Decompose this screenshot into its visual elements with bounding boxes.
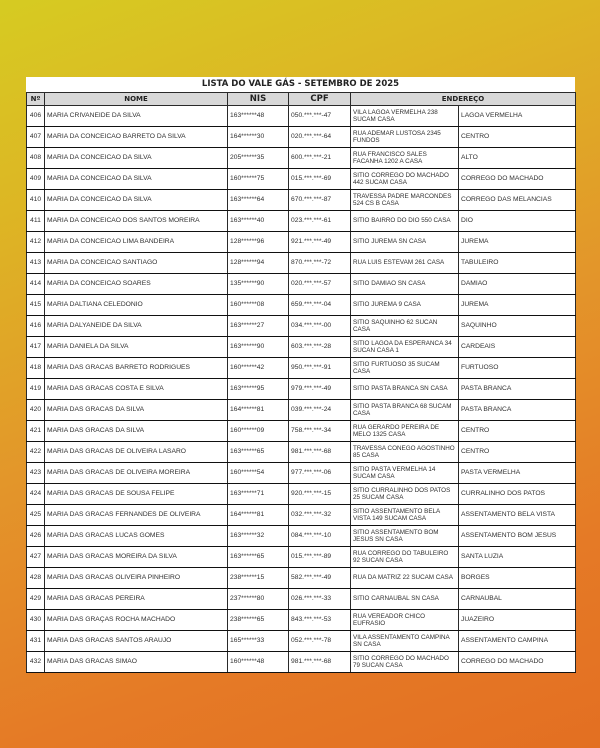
row-locality: CARDEAIS xyxy=(459,337,576,358)
row-address: RUA ADEMAR LUSTOSA 2345 FUNDOS xyxy=(351,127,459,148)
row-address: VILA ASSENTAMENTO CAMPINA SN CASA xyxy=(351,631,459,652)
row-number: 428 xyxy=(27,568,45,589)
row-nis: 238******15 xyxy=(228,568,289,589)
row-cpf: 981.***.***-68 xyxy=(289,442,351,463)
row-name: MARIA DAS GRACAS PEREIRA xyxy=(45,589,228,610)
row-locality: CORREGO DAS MELANCIAS xyxy=(459,190,576,211)
row-nis: 163******40 xyxy=(228,211,289,232)
table-row xyxy=(27,652,576,673)
table-row xyxy=(27,400,576,421)
row-number: 409 xyxy=(27,169,45,190)
row-locality: LAGOA VERMELHA xyxy=(459,106,576,127)
row-cpf: 084.***.***-10 xyxy=(289,526,351,547)
table-row xyxy=(27,337,576,358)
row-address: SITIO CARNAUBAL SN CASA xyxy=(351,589,459,610)
table-row xyxy=(27,190,576,211)
table-row xyxy=(27,421,576,442)
row-nis: 160******75 xyxy=(228,169,289,190)
row-nis: 163******27 xyxy=(228,316,289,337)
row-address: RUA GERARDO PEREIRA DE MELO 1325 CASA xyxy=(351,421,459,442)
row-name: MARIA DAS GRACAS DA SILVA xyxy=(45,400,228,421)
table-row xyxy=(27,169,576,190)
row-cpf: 015.***.***-69 xyxy=(289,169,351,190)
list-title: LISTA DO VALE GÁS - SETEMBRO DE 2025 xyxy=(201,79,400,89)
row-nis: 128******96 xyxy=(228,232,289,253)
row-number: 415 xyxy=(27,295,45,316)
row-number: 418 xyxy=(27,358,45,379)
table-row xyxy=(27,484,576,505)
row-number: 419 xyxy=(27,379,45,400)
row-name: MARIA DAS GRACAS DE OLIVEIRA LASARO xyxy=(45,442,228,463)
table-row xyxy=(27,232,576,253)
row-name: MARIA DA CONCEICAO DA SILVA xyxy=(45,169,228,190)
row-cpf: 950.***.***-91 xyxy=(289,358,351,379)
row-address: SITIO ASSENTAMENTO BOM JESUS SN CASA xyxy=(351,526,459,547)
row-cpf: 582.***.***-49 xyxy=(289,568,351,589)
row-nis: 163******64 xyxy=(228,190,289,211)
row-nis: 160******09 xyxy=(228,421,289,442)
row-cpf: 032.***.***-32 xyxy=(289,505,351,526)
row-nis: 135******90 xyxy=(228,274,289,295)
table-row xyxy=(27,442,576,463)
row-name: MARIA DAS GRACAS DA SILVA xyxy=(45,421,228,442)
row-nis: 160******08 xyxy=(228,295,289,316)
row-address: RUA CORREGO DO TABULEIRO 92 SUCAN CASA xyxy=(351,547,459,568)
row-name: MARIA DAS GRACAS DE SOUSA FELIPE xyxy=(45,484,228,505)
row-name: MARIA DA CONCEICAO LIMA BANDEIRA xyxy=(45,232,228,253)
row-locality: DAMIAO xyxy=(459,274,576,295)
row-address: RUA FRANCISCO SALES FACANHA 1202 A CASA xyxy=(351,148,459,169)
row-address: SITIO PASTA VERMELHA 14 SUCAM CASA xyxy=(351,463,459,484)
row-locality: ASSENTAMENTO BOM JESUS xyxy=(459,526,576,547)
row-locality: BORGES xyxy=(459,568,576,589)
row-number: 427 xyxy=(27,547,45,568)
row-locality: CENTRO xyxy=(459,421,576,442)
row-number: 424 xyxy=(27,484,45,505)
row-address: VILA LAGOA VERMELHA 238 SUCAM CASA xyxy=(351,106,459,127)
row-address: SITIO DAMIAO SN CASA xyxy=(351,274,459,295)
row-nis: 160******42 xyxy=(228,358,289,379)
row-nis: 205******35 xyxy=(228,148,289,169)
row-nis: 165******33 xyxy=(228,631,289,652)
row-nis: 163******71 xyxy=(228,484,289,505)
row-address: RUA VEREADOR CHICO EUFRASIO xyxy=(351,610,459,631)
row-cpf: 979.***.***-49 xyxy=(289,379,351,400)
row-number: 416 xyxy=(27,316,45,337)
row-name: MARIA DAS GRACAS FERNANDES DE OLIVEIRA xyxy=(45,505,228,526)
row-locality: ALTO xyxy=(459,148,576,169)
row-nis: 163******32 xyxy=(228,526,289,547)
row-address: RUA DA MATRIZ 22 SUCAM CASA xyxy=(351,568,459,589)
row-address: SITIO BAIRRO DO DIO 550 CASA xyxy=(351,211,459,232)
row-address: SITIO CORREGO DO MACHADO 79 SUCAN CASA xyxy=(351,652,459,673)
row-number: 412 xyxy=(27,232,45,253)
row-number: 431 xyxy=(27,631,45,652)
row-cpf: 659.***.***-04 xyxy=(289,295,351,316)
row-cpf: 023.***.***-61 xyxy=(289,211,351,232)
row-name: MARIA DAS GRACAS SANTOS ARAUJO xyxy=(45,631,228,652)
row-locality: ASSENTAMENTO CAMPINA xyxy=(459,631,576,652)
row-locality: CENTRO xyxy=(459,442,576,463)
row-cpf: 977.***.***-06 xyxy=(289,463,351,484)
row-name: MARIA DALTIANA CELEDONIO xyxy=(45,295,228,316)
vale-gas-list-sheet xyxy=(26,77,575,673)
row-address: TRAVESSA CONEGO AGOSTINHO 85 CASA xyxy=(351,442,459,463)
row-nis: 238******65 xyxy=(228,610,289,631)
header-nis: NIS xyxy=(228,93,289,106)
row-locality: CENTRO xyxy=(459,127,576,148)
header-num: Nº xyxy=(27,93,45,106)
row-locality: JUAZEIRO xyxy=(459,610,576,631)
row-locality: PASTA BRANCA xyxy=(459,379,576,400)
row-address: SITIO LAGOA DA ESPERANCA 34 SUCAN CASA 1 xyxy=(351,337,459,358)
row-address: SITIO PASTA BRANCA 68 SUCAM CASA xyxy=(351,400,459,421)
row-address: SITIO FURTUOSO 35 SUCAM CASA xyxy=(351,358,459,379)
row-address: SITIO SAQUINHO 62 SUCAN CASA xyxy=(351,316,459,337)
row-locality: PASTA VERMELHA xyxy=(459,463,576,484)
header-endereco: ENDEREÇO xyxy=(351,93,576,106)
row-nis: 163******90 xyxy=(228,337,289,358)
row-locality: CURRALINHO DOS PATOS xyxy=(459,484,576,505)
row-nis: 160******54 xyxy=(228,463,289,484)
row-cpf: 015.***.***-89 xyxy=(289,547,351,568)
row-nis: 163******48 xyxy=(228,106,289,127)
table-row xyxy=(27,505,576,526)
row-name: MARIA DAS GRAÇAS ROCHA MACHADO xyxy=(45,610,228,631)
row-address: SITIO ASSENTAMENTO BELA VISTA 149 SUCAM CASA xyxy=(351,505,459,526)
row-locality: JUREMA xyxy=(459,232,576,253)
row-name: MARIA DANIELA DA SILVA xyxy=(45,337,228,358)
row-cpf: 050.***.***-47 xyxy=(289,106,351,127)
row-name: MARIA DA CONCEICAO SANTIAGO xyxy=(45,253,228,274)
row-name: MARIA DALYANEIDE DA SILVA xyxy=(45,316,228,337)
table-body xyxy=(27,106,576,673)
table-row xyxy=(27,358,576,379)
row-cpf: 870.***.***-72 xyxy=(289,253,351,274)
row-nis: 163******65 xyxy=(228,547,289,568)
row-cpf: 034.***.***-00 xyxy=(289,316,351,337)
table-row xyxy=(27,211,576,232)
row-number: 430 xyxy=(27,610,45,631)
row-cpf: 920.***.***-15 xyxy=(289,484,351,505)
row-cpf: 981.***.***-68 xyxy=(289,652,351,673)
table-row xyxy=(27,631,576,652)
row-locality: ASSENTAMENTO BELA VISTA xyxy=(459,505,576,526)
row-name: MARIA DA CONCEICAO SOARES xyxy=(45,274,228,295)
row-locality: CORREGO DO MACHADO xyxy=(459,652,576,673)
row-locality: JUREMA xyxy=(459,295,576,316)
row-cpf: 670.***.***-87 xyxy=(289,190,351,211)
row-name: MARIA DA CONCEICAO DA SILVA xyxy=(45,148,228,169)
row-name: MARIA CRIVANEIDE DA SILVA xyxy=(45,106,228,127)
row-nis: 164******81 xyxy=(228,505,289,526)
row-number: 417 xyxy=(27,337,45,358)
row-locality: SANTA LUZIA xyxy=(459,547,576,568)
table-row xyxy=(27,106,576,127)
row-cpf: 921.***.***-49 xyxy=(289,232,351,253)
row-address: SITIO PASTA BRANCA SN CASA xyxy=(351,379,459,400)
row-cpf: 758.***.***-34 xyxy=(289,421,351,442)
row-cpf: 020.***.***-57 xyxy=(289,274,351,295)
table-row xyxy=(27,379,576,400)
row-nis: 237******80 xyxy=(228,589,289,610)
table-row xyxy=(27,295,576,316)
row-locality: DIO xyxy=(459,211,576,232)
row-name: MARIA DAS GRACAS OLIVEIRA PINHEIRO xyxy=(45,568,228,589)
row-nis: 164******30 xyxy=(228,127,289,148)
row-name: MARIA DA CONCEICAO BARRETO DA SILVA xyxy=(45,127,228,148)
row-cpf: 020.***.***-64 xyxy=(289,127,351,148)
row-cpf: 026.***.***-33 xyxy=(289,589,351,610)
table-row xyxy=(27,253,576,274)
table-row xyxy=(27,463,576,484)
row-number: 407 xyxy=(27,127,45,148)
table-row xyxy=(27,589,576,610)
row-name: MARIA DAS GRACAS MOREIRA DA SILVA xyxy=(45,547,228,568)
row-name: MARIA DA CONCEICAO DOS SANTOS MOREIRA xyxy=(45,211,228,232)
table-row xyxy=(27,148,576,169)
row-nis: 160******48 xyxy=(228,652,289,673)
row-locality: SAQUINHO xyxy=(459,316,576,337)
row-locality: CORREGO DO MACHADO xyxy=(459,169,576,190)
row-locality: TABULEIRO xyxy=(459,253,576,274)
row-nis: 163******95 xyxy=(228,379,289,400)
row-cpf: 039.***.***-24 xyxy=(289,400,351,421)
row-number: 413 xyxy=(27,253,45,274)
row-address: TRAVESSA PADRE MARCONDES 524 CS B CASA xyxy=(351,190,459,211)
table-row xyxy=(27,568,576,589)
table-row xyxy=(27,526,576,547)
row-number: 410 xyxy=(27,190,45,211)
row-cpf: 603.***.***-28 xyxy=(289,337,351,358)
row-number: 426 xyxy=(27,526,45,547)
row-nis: 164******81 xyxy=(228,400,289,421)
row-address: SITIO JUREMA 9 CASA xyxy=(351,295,459,316)
row-locality: FURTUOSO xyxy=(459,358,576,379)
row-cpf: 600.***.***-21 xyxy=(289,148,351,169)
row-cpf: 843.***.***-53 xyxy=(289,610,351,631)
header-nome: NOME xyxy=(45,93,228,106)
table-row xyxy=(27,316,576,337)
row-number: 420 xyxy=(27,400,45,421)
row-number: 414 xyxy=(27,274,45,295)
row-name: MARIA DAS GRACAS BARRETO RODRIGUES xyxy=(45,358,228,379)
row-name: MARIA DAS GRACAS SIMAO xyxy=(45,652,228,673)
row-number: 421 xyxy=(27,421,45,442)
table-row xyxy=(27,547,576,568)
table-header-row xyxy=(27,93,576,106)
row-locality: PASTA BRANCA xyxy=(459,400,576,421)
row-number: 425 xyxy=(27,505,45,526)
row-nis: 163******65 xyxy=(228,442,289,463)
row-name: MARIA DAS GRACAS COSTA E SILVA xyxy=(45,379,228,400)
row-number: 422 xyxy=(27,442,45,463)
header-cpf: CPF xyxy=(289,93,351,106)
row-number: 429 xyxy=(27,589,45,610)
row-address: SITIO CURRALINHO DOS PATOS 25 SUCAM CASA xyxy=(351,484,459,505)
row-number: 408 xyxy=(27,148,45,169)
row-number: 432 xyxy=(27,652,45,673)
row-number: 423 xyxy=(27,463,45,484)
table-row xyxy=(27,274,576,295)
row-name: MARIA DAS GRACAS DE OLIVEIRA MOREIRA xyxy=(45,463,228,484)
row-cpf: 052.***.***-78 xyxy=(289,631,351,652)
row-number: 411 xyxy=(27,211,45,232)
row-name: MARIA DAS GRACAS LUCAS GOMES xyxy=(45,526,228,547)
row-nis: 128******94 xyxy=(228,253,289,274)
row-number: 406 xyxy=(27,106,45,127)
row-address: SITIO CORREGO DO MACHADO 442 SUCAM CASA xyxy=(351,169,459,190)
table-row xyxy=(27,127,576,148)
row-locality: CARNAUBAL xyxy=(459,589,576,610)
beneficiaries-table xyxy=(26,92,576,673)
row-name: MARIA DA CONCEICAO DA SILVA xyxy=(45,190,228,211)
row-address: SITIO JUREMA SN CASA xyxy=(351,232,459,253)
row-address: RUA LUIS ESTEVAM 261 CASA xyxy=(351,253,459,274)
table-row xyxy=(27,610,576,631)
